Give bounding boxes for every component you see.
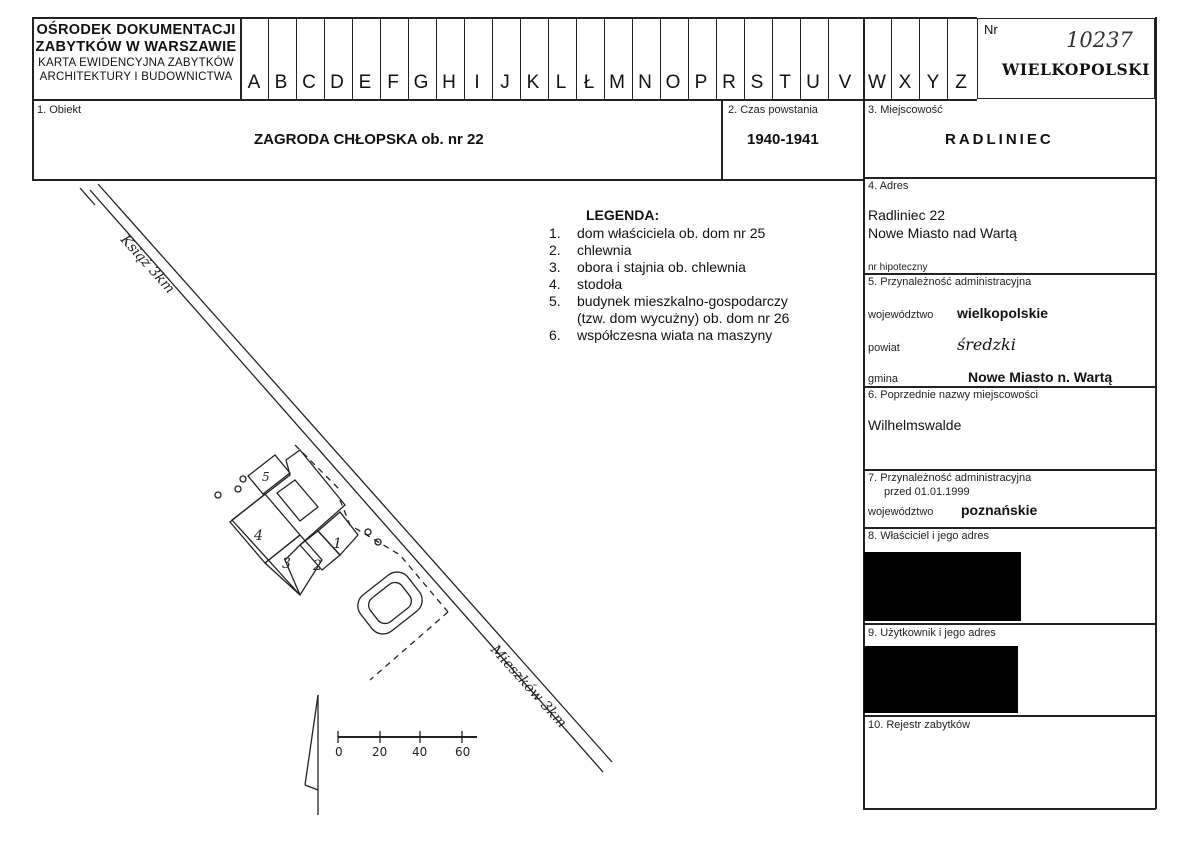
card-type-1: KARTA EWIDENCYJNA ZABYTKÓW bbox=[38, 57, 234, 69]
gmina-label: gmina bbox=[868, 373, 898, 385]
road1-label: Książ 3km bbox=[117, 231, 178, 297]
letter-u: U bbox=[806, 72, 820, 93]
letter-x: X bbox=[898, 72, 912, 93]
nr-label: Nr bbox=[984, 22, 998, 37]
region-stamp: WIELKOPOLSKI bbox=[1002, 60, 1150, 79]
building-2-label: 2 bbox=[313, 558, 322, 574]
letter-d: D bbox=[330, 72, 344, 93]
uzytkownik-label: 9. Użytkownik i jego adres bbox=[868, 627, 996, 639]
scale-label-60: 60 bbox=[455, 745, 471, 759]
letter-l-stroke: Ł bbox=[583, 72, 595, 93]
tree bbox=[235, 486, 241, 492]
gmina-value: Nowe Miasto n. Wartą bbox=[968, 369, 1113, 385]
letter-k: K bbox=[526, 72, 540, 93]
wlasciciel-label: 8. Właściciel i jego adres bbox=[868, 530, 990, 542]
legend-item: 1. dom właściciela ob. dom nr 25 bbox=[549, 225, 766, 241]
letter-m: M bbox=[609, 72, 625, 93]
legend-item: 2. chlewnia bbox=[549, 242, 632, 258]
road2-label: Mieszków 3km bbox=[487, 641, 570, 732]
tree bbox=[240, 476, 246, 482]
building-1-label: 1 bbox=[333, 536, 342, 552]
adres-line-2: Nowe Miasto nad Wartą bbox=[868, 225, 1017, 241]
legend-title: LEGENDA: bbox=[586, 207, 660, 223]
letter-v: V bbox=[838, 72, 852, 93]
powiat-label: powiat bbox=[868, 342, 900, 354]
letter-y: Y bbox=[926, 72, 940, 93]
wojewodztwo-label: województwo bbox=[868, 309, 934, 321]
letter-e: E bbox=[358, 72, 372, 93]
przed-woj-label: województwo bbox=[868, 506, 934, 518]
legend-item: 4. stodoła bbox=[549, 276, 623, 292]
przed-label-1: 7. Przynależność administracyjna bbox=[868, 472, 1032, 484]
wojewodztwo-value: wielkopolskie bbox=[957, 305, 1049, 321]
scale-label-0: 0 bbox=[335, 745, 343, 759]
letter-h: H bbox=[442, 72, 456, 93]
road-line-2 bbox=[98, 184, 612, 762]
przynaleznosc-label: 5. Przynależność administracyjna bbox=[868, 276, 1032, 288]
miejscowosc-value: RADLINIEC bbox=[945, 131, 1054, 148]
letter-j: J bbox=[500, 72, 510, 93]
letter-r: R bbox=[722, 72, 736, 93]
letter-f: F bbox=[387, 72, 399, 93]
letter-o: O bbox=[665, 72, 681, 93]
letter-g: G bbox=[413, 72, 429, 93]
letter-n: N bbox=[638, 72, 652, 93]
adres-label: 4. Adres bbox=[868, 180, 909, 192]
rejestr-label: 10. Rejestr zabytków bbox=[868, 719, 971, 731]
scale-label-40: 40 bbox=[412, 745, 428, 759]
letter-a: A bbox=[247, 72, 261, 93]
legend-item: 5. budynek mieszkalno-gospodarczy bbox=[549, 293, 788, 309]
miejscowosc-label: 3. Miejscowość bbox=[868, 104, 943, 116]
scale-label-20: 20 bbox=[372, 745, 388, 759]
letter-z: Z bbox=[955, 72, 967, 93]
przed-woj-value: poznańskie bbox=[961, 502, 1038, 518]
building-5-label: 5 bbox=[262, 470, 270, 484]
czas-value: 1940-1941 bbox=[747, 131, 819, 148]
letter-l: L bbox=[555, 72, 567, 93]
institution-name-1: OŚRODEK DOKUMENTACJI bbox=[36, 22, 236, 38]
tree bbox=[215, 492, 221, 498]
czas-label: 2. Czas powstania bbox=[728, 104, 818, 116]
letter-s: S bbox=[750, 72, 764, 93]
poprzednie-value: Wilhelmswalde bbox=[868, 417, 962, 433]
letter-c: C bbox=[302, 72, 316, 93]
building-6-inner bbox=[365, 579, 415, 627]
obiekt-label: 1. Obiekt bbox=[37, 104, 82, 116]
letter-p: P bbox=[694, 72, 708, 93]
powiat-value: średzki bbox=[957, 335, 1016, 354]
poprzednie-label: 6. Poprzednie nazwy miejscowości bbox=[868, 389, 1038, 401]
obiekt-value: ZAGRODA CHŁOPSKA ob. nr 22 bbox=[254, 131, 484, 148]
adres-line-1: Radliniec 22 bbox=[868, 207, 946, 223]
nr-hipoteczny-label: nr hipoteczny bbox=[868, 262, 928, 273]
letter-b: B bbox=[274, 72, 288, 93]
building-6-outer bbox=[352, 566, 428, 639]
building-4-label: 4 bbox=[254, 528, 263, 544]
przed-label-2: przed 01.01.1999 bbox=[884, 486, 970, 498]
letter-w: W bbox=[868, 72, 886, 93]
institution-name-2: ZABYTKÓW W WARSZAWIE bbox=[35, 39, 237, 55]
legend-item: 3. obora i stajnia ob. chlewnia bbox=[549, 259, 746, 275]
letter-i: I bbox=[474, 72, 480, 93]
nr-value: 10237 bbox=[1066, 28, 1133, 52]
card-type-2: ARCHITEKTURY I BUDOWNICTWA bbox=[39, 71, 233, 83]
legend-item: (tzw. dom wycużny) ob. dom nr 26 bbox=[577, 310, 790, 326]
tree bbox=[365, 529, 371, 535]
legend-item: 6. współczesna wiata na maszyny bbox=[549, 327, 773, 343]
building-3-label: 3 bbox=[282, 556, 291, 572]
letter-t: T bbox=[779, 72, 791, 93]
